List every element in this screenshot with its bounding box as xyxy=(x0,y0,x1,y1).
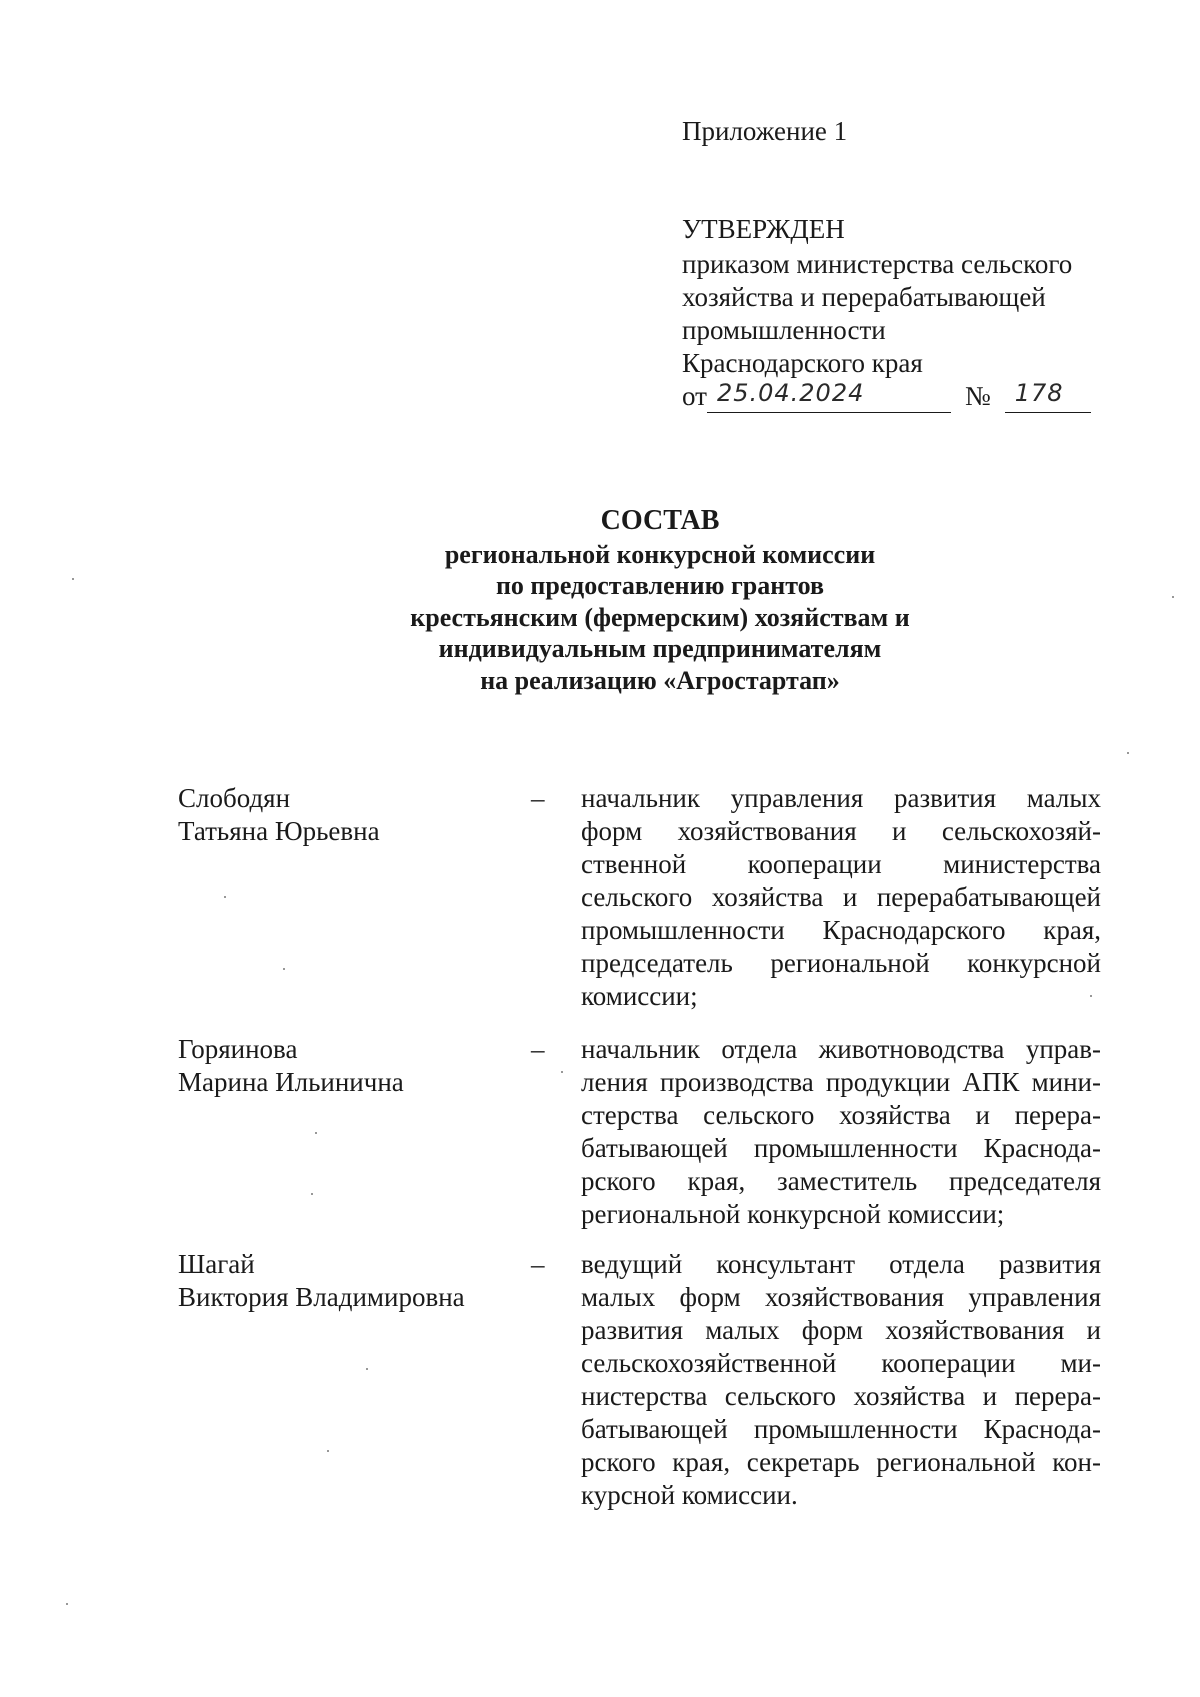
dash-separator: – xyxy=(531,1249,545,1279)
title-line: индивидуальным предпринимателям xyxy=(438,634,882,663)
scan-speck xyxy=(1172,596,1174,598)
scan-speck xyxy=(224,896,226,898)
order-date-field xyxy=(707,380,951,413)
member-given-name: Татьяна Юрьевна xyxy=(178,816,380,846)
dash-separator: – xyxy=(531,783,545,813)
role-line: ведущий консультант отдела развития xyxy=(581,1249,1101,1279)
approval-line: промышленности xyxy=(682,315,886,345)
dash-separator: – xyxy=(531,1034,545,1064)
order-date-number-row xyxy=(682,380,1102,413)
approved-heading: УТВЕРЖДЕН xyxy=(682,214,845,244)
member-given-name: Виктория Владимировна xyxy=(178,1282,465,1312)
handwritten-number: 178 xyxy=(1014,379,1064,407)
handwritten-date: 25.04.2024 xyxy=(716,379,865,407)
role-line: рского края, заместитель председателя xyxy=(581,1166,1101,1196)
role-line: рского края, секретарь региональной кон- xyxy=(581,1447,1101,1477)
approval-line: Краснодарского края xyxy=(682,348,923,378)
approval-line: приказом министерства сельского xyxy=(682,249,1073,279)
scan-speck xyxy=(1127,752,1129,754)
role-line: ления производства продукции АПК мини- xyxy=(581,1067,1101,1097)
role-line: начальник отдела животноводства управ- xyxy=(581,1034,1101,1064)
scan-speck xyxy=(327,1450,329,1452)
appendix-label: Приложение 1 xyxy=(682,116,848,146)
member-name xyxy=(178,782,508,848)
member-surname: Слободян xyxy=(178,783,291,813)
order-number-field xyxy=(1005,380,1091,413)
member-given-name: Марина Ильинична xyxy=(178,1067,404,1097)
member-role xyxy=(581,1248,1101,1512)
role-line: развития малых форм хозяйствования и xyxy=(581,1315,1101,1345)
title-line: на реализацию «Агростартап» xyxy=(480,665,840,695)
title-line: по предоставлению грантов xyxy=(495,571,825,600)
role-line: промышленности Краснодарского края, xyxy=(581,915,1101,945)
scan-speck xyxy=(315,1132,317,1134)
role-line: батывающей промышленности Краснода- xyxy=(581,1133,1101,1163)
role-line: сельскохозяйственной кооперации ми- xyxy=(581,1348,1101,1378)
role-line: начальник управления развития малых xyxy=(581,783,1101,813)
title-heading: СОСТАВ xyxy=(600,505,720,536)
role-line: комиссии; xyxy=(581,981,698,1011)
scan-speck xyxy=(72,578,74,580)
role-line: батывающей промышленности Краснода- xyxy=(581,1414,1101,1444)
scan-speck xyxy=(1090,995,1092,997)
role-line: курсной комиссии. xyxy=(581,1480,798,1510)
role-line: председатель региональной конкурсной xyxy=(581,948,1101,978)
member-name xyxy=(178,1033,508,1099)
from-label: от xyxy=(682,381,707,411)
title-line: крестьянским (фермерским) хозяйствам и xyxy=(410,602,910,632)
approval-block xyxy=(682,213,1102,413)
role-line: региональной конкурсной комиссии; xyxy=(581,1199,1005,1229)
role-line: стерства сельского хозяйства и перера- xyxy=(581,1100,1101,1130)
document-title xyxy=(0,505,1200,696)
role-line: ственной кооперации министерства xyxy=(581,849,1101,879)
scan-speck xyxy=(283,968,285,970)
member-role xyxy=(581,1033,1101,1231)
scan-speck xyxy=(366,1368,368,1370)
scan-speck xyxy=(311,1193,313,1195)
scan-speck xyxy=(66,1603,68,1605)
member-surname: Горяинова xyxy=(178,1034,298,1064)
member-surname: Шагай xyxy=(178,1249,255,1279)
member-name xyxy=(178,1248,508,1314)
number-label: № xyxy=(964,381,991,411)
title-line: региональной конкурсной комиссии xyxy=(444,539,876,569)
role-line: сельского хозяйства и перерабатывающей xyxy=(581,882,1101,912)
role-line: форм хозяйствования и сельскохозяй- xyxy=(581,816,1101,846)
scan-speck xyxy=(561,1071,563,1073)
role-line: малых форм хозяйствования управления xyxy=(581,1282,1101,1312)
role-line: нистерства сельского хозяйства и перера- xyxy=(581,1381,1101,1411)
approval-line: хозяйства и перерабатывающей xyxy=(682,282,1046,312)
member-role xyxy=(581,782,1101,1013)
